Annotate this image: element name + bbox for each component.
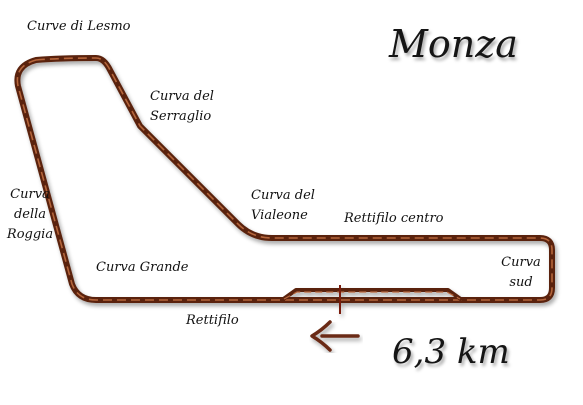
label-curva-della-roggia (3, 185, 57, 245)
label-curve-di-lesmo: Curve di Lesmo (27, 19, 131, 34)
label-curva-del-serraglio (150, 87, 214, 127)
label-line: sud (509, 275, 533, 290)
circuit-length: 6,3 km (392, 332, 510, 372)
label-line: Vialeone (251, 208, 308, 223)
label-line: Curva del (150, 89, 214, 104)
left-arrow-icon (312, 322, 358, 350)
circuit-title: Monza (389, 22, 518, 66)
label-rettifilo-centro: Rettifilo centro (344, 211, 444, 226)
label-curva-sud (498, 253, 544, 293)
label-line: Curva (501, 255, 541, 270)
label-line: Curva (10, 187, 50, 202)
label-rettifilo: Rettifilo (186, 313, 239, 328)
label-line: Curva del (251, 188, 315, 203)
label-line: Roggia (6, 227, 54, 242)
label-curva-grande: Curva Grande (96, 260, 189, 275)
label-line: della (13, 207, 47, 222)
label-curva-del-vialeone (251, 186, 315, 226)
label-line: Serraglio (150, 109, 212, 124)
